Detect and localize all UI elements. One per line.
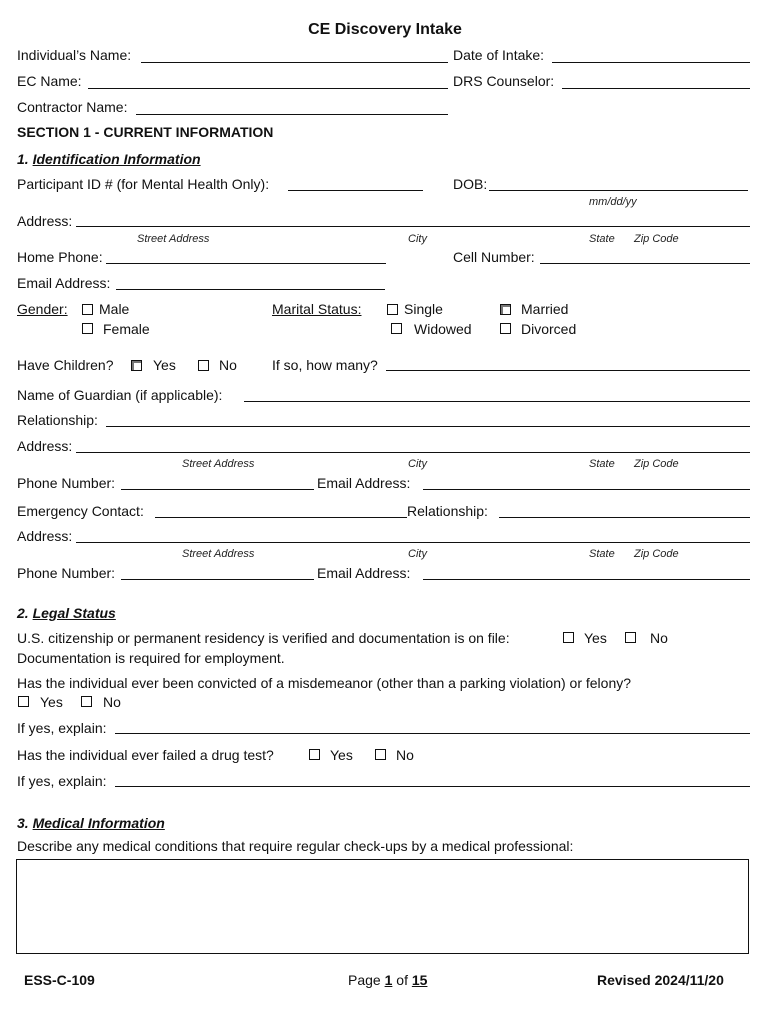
conviction-explain-field[interactable] <box>115 733 750 734</box>
how-many-label: If so, how many? <box>272 357 378 373</box>
email-field[interactable] <box>116 289 385 290</box>
emergency-phone-label: Phone Number: <box>17 565 116 581</box>
have-children-label: Have Children? <box>17 357 114 373</box>
page-title: CE Discovery Intake <box>308 21 462 38</box>
drs-counselor-label: DRS Counselor: <box>453 73 555 89</box>
emergency-address-field[interactable] <box>76 542 750 543</box>
individual-name-label: Individual’s Name: <box>17 47 132 63</box>
medical-conditions-prompt: Describe any medical conditions that require regular check-ups by a medical professional: <box>17 838 574 854</box>
citizenship-question: U.S. citizenship or permanent residency is verified and documentation is on file: <box>17 630 510 646</box>
individual-name-field[interactable] <box>141 62 448 63</box>
drug-test-explain-label: If yes, explain: <box>17 773 107 789</box>
marital-married-checkbox[interactable] <box>500 304 511 315</box>
street-address-hint: Street Address <box>137 233 210 245</box>
emergency-contact-field[interactable] <box>155 517 407 518</box>
participant-id-field[interactable] <box>288 190 423 191</box>
emergency-city-hint: City <box>408 548 427 560</box>
guardian-phone-field[interactable] <box>121 489 314 490</box>
section-1-heading: SECTION 1 - CURRENT INFORMATION <box>17 124 274 140</box>
contractor-name-label: Contractor Name: <box>17 99 128 115</box>
marital-divorced-label: Divorced <box>521 321 577 337</box>
guardian-name-field[interactable] <box>244 401 750 402</box>
guardian-email-label: Email Address: <box>317 475 411 491</box>
marital-widowed-label: Widowed <box>414 321 472 337</box>
home-phone-field[interactable] <box>106 263 386 264</box>
drug-test-explain-field[interactable] <box>115 786 750 787</box>
address-label: Address: <box>17 213 73 229</box>
ec-name-field[interactable] <box>88 88 448 89</box>
medical-heading: 3. Medical Information <box>17 815 165 831</box>
emergency-email-field[interactable] <box>423 579 750 580</box>
drug-test-question: Has the individual ever failed a drug test? <box>17 747 274 763</box>
identification-heading: 1. Identification Information <box>17 151 201 167</box>
marital-divorced-checkbox[interactable] <box>500 323 511 334</box>
citizenship-yes-checkbox[interactable] <box>563 632 574 643</box>
guardian-state-hint: State <box>589 458 615 470</box>
emergency-email-label: Email Address: <box>317 565 411 581</box>
marital-single-label: Single <box>404 301 443 317</box>
emergency-relationship-field[interactable] <box>499 517 750 518</box>
conviction-yes-label: Yes <box>40 694 63 710</box>
dob-format-hint: mm/dd/yy <box>589 196 637 208</box>
guardian-relationship-label: Relationship: <box>17 412 98 428</box>
email-label: Email Address: <box>17 275 111 291</box>
cell-number-label: Cell Number: <box>453 249 535 265</box>
page-indicator: Page 1 of 15 <box>348 972 428 988</box>
emergency-street-hint: Street Address <box>182 548 255 560</box>
ec-name-label: EC Name: <box>17 73 82 89</box>
city-hint: City <box>408 233 427 245</box>
guardian-name-label: Name of Guardian (if applicable): <box>17 387 223 403</box>
marital-widowed-checkbox[interactable] <box>391 323 402 334</box>
drug-test-no-checkbox[interactable] <box>375 749 386 760</box>
emergency-state-hint: State <box>589 548 615 560</box>
citizenship-no-label: No <box>650 630 668 646</box>
contractor-name-field[interactable] <box>136 114 448 115</box>
citizenship-yes-label: Yes <box>584 630 607 646</box>
medical-conditions-textarea[interactable] <box>16 859 749 954</box>
drug-test-yes-label: Yes <box>330 747 353 763</box>
zip-code-hint: Zip Code <box>634 233 679 245</box>
revised-date: Revised 2024/11/20 <box>597 972 724 988</box>
children-no-label: No <box>219 357 237 373</box>
guardian-address-field[interactable] <box>76 452 750 453</box>
emergency-zip-hint: Zip Code <box>634 548 679 560</box>
children-yes-label: Yes <box>153 357 176 373</box>
gender-label: Gender: <box>17 301 68 317</box>
guardian-city-hint: City <box>408 458 427 470</box>
participant-id-label: Participant ID # (for Mental Health Only): <box>17 176 270 192</box>
conviction-explain-label: If yes, explain: <box>17 720 107 736</box>
state-hint: State <box>589 233 615 245</box>
guardian-address-label: Address: <box>17 438 73 454</box>
drug-test-no-label: No <box>396 747 414 763</box>
guardian-street-hint: Street Address <box>182 458 255 470</box>
citizenship-no-checkbox[interactable] <box>625 632 636 643</box>
emergency-phone-field[interactable] <box>121 579 314 580</box>
children-yes-checkbox[interactable] <box>131 360 142 371</box>
dob-field[interactable] <box>489 190 748 191</box>
cell-number-field[interactable] <box>540 263 750 264</box>
conviction-yes-checkbox[interactable] <box>18 696 29 707</box>
gender-female-label: Female <box>103 321 150 337</box>
guardian-zip-hint: Zip Code <box>634 458 679 470</box>
emergency-address-label: Address: <box>17 528 73 544</box>
drug-test-yes-checkbox[interactable] <box>309 749 320 760</box>
home-phone-label: Home Phone: <box>17 249 103 265</box>
date-of-intake-field[interactable] <box>552 62 750 63</box>
conviction-no-checkbox[interactable] <box>81 696 92 707</box>
dob-label: DOB: <box>453 176 488 192</box>
gender-male-label: Male <box>99 301 130 317</box>
marital-married-label: Married <box>521 301 569 317</box>
conviction-question: Has the individual ever been convicted of a misdemeanor (other than a parking violation) or felony? <box>17 675 632 691</box>
gender-female-checkbox[interactable] <box>82 323 93 334</box>
how-many-field[interactable] <box>386 370 750 371</box>
guardian-relationship-field[interactable] <box>106 426 750 427</box>
emergency-contact-label: Emergency Contact: <box>17 503 144 519</box>
form-id: ESS-C-109 <box>24 972 95 988</box>
guardian-phone-label: Phone Number: <box>17 475 116 491</box>
conviction-no-label: No <box>103 694 121 710</box>
documentation-note: Documentation is required for employment. <box>17 650 285 666</box>
marital-status-label: Marital Status: <box>272 301 362 317</box>
drs-counselor-field[interactable] <box>562 88 750 89</box>
guardian-email-field[interactable] <box>423 489 750 490</box>
legal-status-heading: 2. Legal Status <box>17 605 116 621</box>
address-field[interactable] <box>76 226 750 227</box>
gender-male-checkbox[interactable] <box>82 304 93 315</box>
children-no-checkbox[interactable] <box>198 360 209 371</box>
marital-single-checkbox[interactable] <box>387 304 398 315</box>
emergency-relationship-label: Relationship: <box>407 503 488 519</box>
date-of-intake-label: Date of Intake: <box>453 47 545 63</box>
